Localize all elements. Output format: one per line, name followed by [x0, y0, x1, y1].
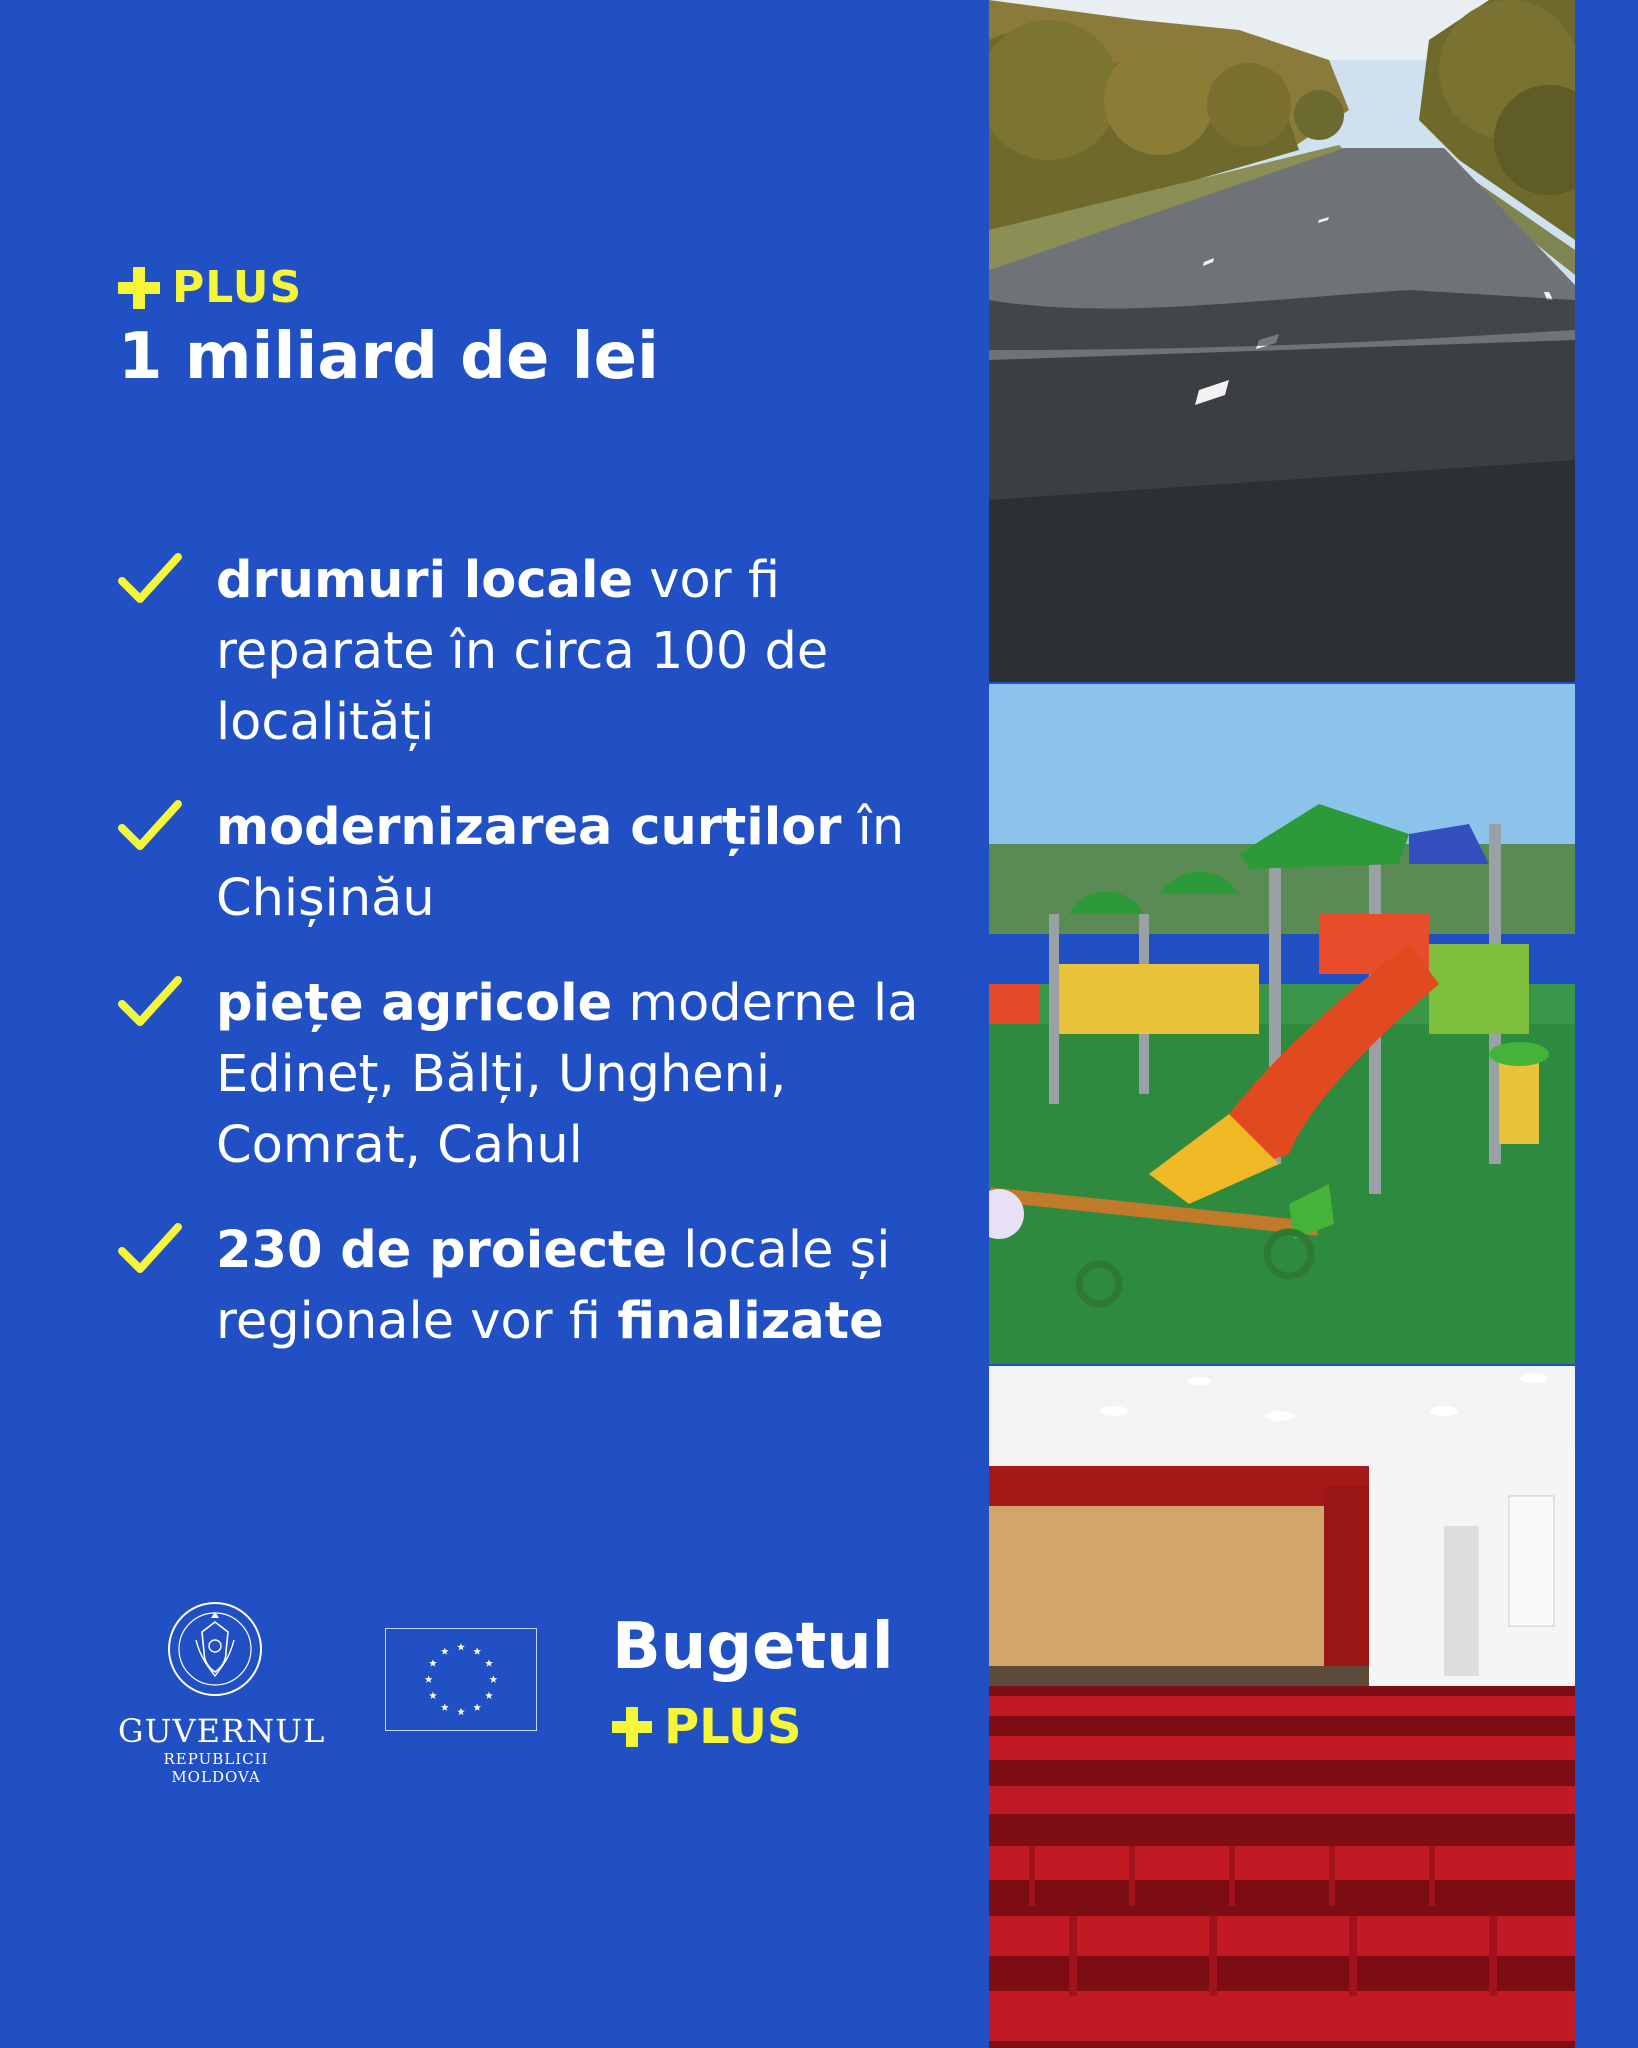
- list-item: modernizarea curților în Chișinău: [118, 792, 938, 934]
- eu-flag-icon: [385, 1628, 537, 1731]
- eu-star: [457, 1643, 465, 1650]
- eu-star: [425, 1675, 433, 1682]
- government-logo: [118, 1600, 326, 1786]
- photo-column: [989, 0, 1575, 2048]
- gov-name: GUVERNUL: [118, 1712, 326, 1750]
- eu-star: [473, 1647, 481, 1654]
- coat-of-arms-icon: [166, 1600, 264, 1698]
- eu-star: [441, 1647, 449, 1654]
- check-icon: [118, 798, 182, 854]
- brand: [612, 1610, 894, 1755]
- eu-star: [485, 1692, 493, 1699]
- eu-star: [441, 1703, 449, 1710]
- brand-plus-label: PLUS: [664, 1699, 802, 1755]
- brand-plus: [612, 1699, 894, 1755]
- plus-icon: [118, 267, 160, 309]
- plus-icon: [612, 1707, 652, 1747]
- list-item: drumuri locale vor fi reparate în circa 100 de localități: [118, 545, 938, 758]
- eu-star: [457, 1708, 465, 1715]
- check-icon: [118, 1221, 182, 1277]
- eu-star: [473, 1703, 481, 1710]
- eu-star: [485, 1659, 493, 1666]
- playground-photo: [989, 684, 1575, 1364]
- eu-star: [429, 1659, 437, 1666]
- list-item: 230 de proiecte locale și regionale vor fi finalizate: [118, 1215, 938, 1357]
- check-icon: [118, 551, 182, 607]
- list-item: piețe agricole moderne la Edineț, Bălți, Ungheni, Comrat, Cahul: [118, 968, 938, 1181]
- plus-label: PLUS: [172, 262, 303, 313]
- road-photo: [989, 0, 1575, 682]
- headline: 1 miliard de lei: [118, 320, 659, 394]
- brand-title: Bugetul: [612, 1610, 894, 1684]
- gov-subtitle: REPUBLICII MOLDOVA: [163, 1750, 269, 1786]
- eu-star: [429, 1692, 437, 1699]
- checklist: [118, 545, 938, 1391]
- eu-star: [489, 1675, 497, 1682]
- hall-photo: [989, 1366, 1575, 2048]
- check-icon: [118, 974, 182, 1030]
- plus-tag: [118, 262, 302, 313]
